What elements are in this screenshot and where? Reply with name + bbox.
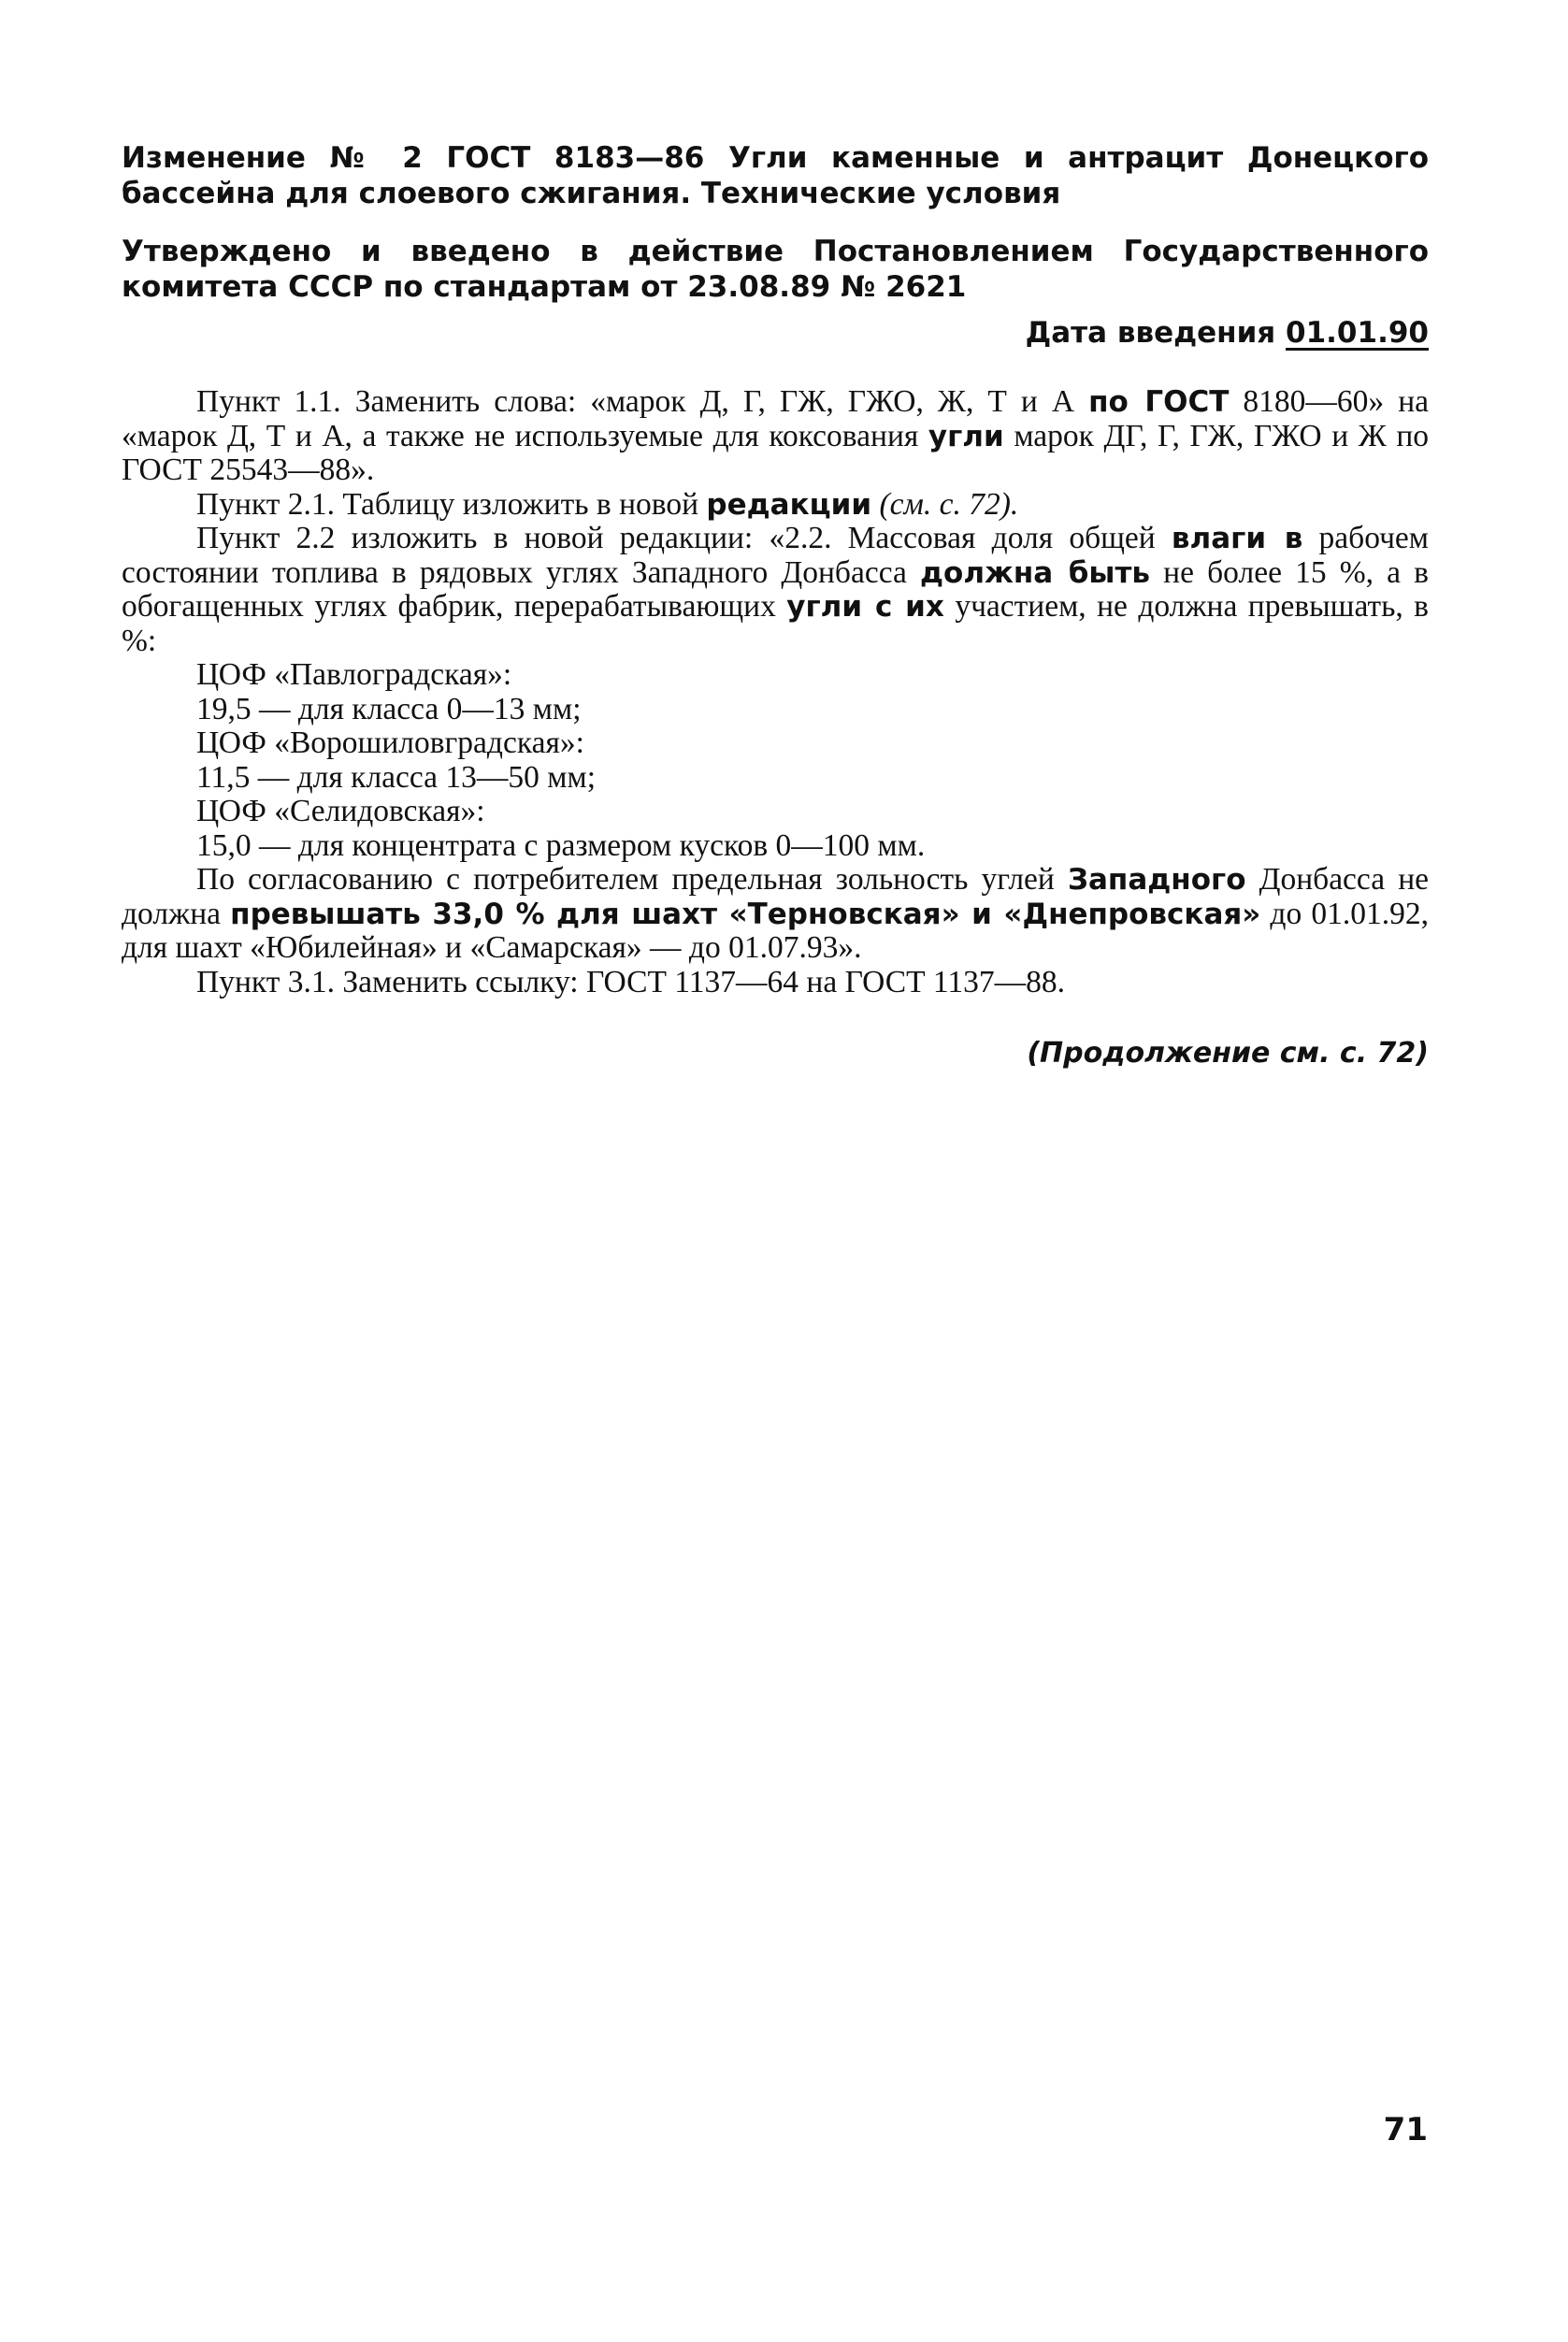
moisture-line: 15,0 — для концентрата с размером кусков 0—100 мм. — [196, 827, 926, 863]
paragraph-item-2-1 — [122, 488, 1429, 523]
continuation-note: (Продолжение см. с. 72) — [1027, 1037, 1429, 1070]
paragraph-item-3-1: Пункт 3.1. Заменить ссылку: ГОСТ 1137—64 на ГОСТ 1137—88. — [196, 964, 1066, 999]
text-run-bold: Западного — [1067, 863, 1246, 897]
plant-line: ЦОФ «Павлоградская»: — [196, 657, 512, 692]
text-run-bold: должна быть — [919, 555, 1151, 590]
moisture-line: 19,5 — для класса 0—13 мм; — [196, 691, 582, 726]
text-run-bold: превышать 33,0 % для шахт «Терновская» и «Днепровская» — [230, 897, 1261, 931]
paragraph-item-1-1 — [122, 385, 1429, 488]
text-run: По согласованию с потребителем предельная зольность углей — [196, 862, 1068, 897]
text-run-bold: угли — [928, 419, 1004, 453]
amendment-body — [122, 385, 1429, 999]
approval-statement: Утверждено и введено в действие Постановлением Государственного комитета СССР по стандартам от 23.08.89 № 2621 — [122, 235, 1429, 304]
amendment-title: Изменение № 2 ГОСТ 8183—86 Угли каменные и антрацит Донецкого бассейна для слоевого сжигания. Технические условия — [122, 141, 1429, 210]
paragraph-ash-content — [122, 863, 1429, 966]
text-run: участием, не должна превышать, в %: — [122, 589, 1429, 658]
document-page — [122, 140, 1429, 1072]
moisture-line: 11,5 — для класса 13—50 мм; — [196, 759, 597, 795]
effective-date-line — [122, 314, 1429, 352]
plant-line: ЦОФ «Ворошиловградская»: — [196, 726, 584, 760]
text-run: до 01.01.92, для шахт «Юбилейная» и «Самарская» — до 01.07.93». — [122, 896, 1429, 965]
text-run-bold: по ГОСТ — [1088, 385, 1230, 419]
text-run-bold: редакции — [706, 487, 872, 522]
text-run: Пункт 2.2 изложить в новой редакции: «2.2. Массовая доля общей — [196, 521, 1172, 555]
plant-line: ЦОФ «Селидовская»: — [196, 794, 485, 828]
effective-date: 01.01.90 — [1286, 316, 1429, 350]
text-run: рабочем состоянии топлива в рядовых углях Западного Донбасса — [122, 521, 1429, 590]
paragraph-item-2-2 — [122, 522, 1429, 658]
effective-date-label: Дата введения — [1025, 316, 1276, 350]
page-number: 71 — [1383, 2111, 1428, 2148]
text-run-bold: влаги в — [1171, 522, 1303, 555]
text-run: Пункт 2.1. Таблицу изложить в новой — [196, 486, 707, 522]
text-run-italic: (см. с. 72). — [879, 486, 1019, 522]
text-run: не более 15 %, а в обогащенных углях фабрик, перерабатывающих — [122, 554, 1429, 624]
text-run: марок ДГ, Г, ГЖ, ГЖО и Ж по ГОСТ 25543—88». — [122, 418, 1429, 487]
text-run-bold: угли с их — [786, 590, 944, 624]
text-run: Донбасса не должна — [122, 862, 1429, 931]
text-run: 8180—60» на «марок Д, Т и А, а также не используемые для коксования — [122, 384, 1430, 453]
text-run: Пункт 1.1. Заменить слова: «марок Д, Г, ГЖ, ГЖО, Ж, Т и А — [196, 384, 1089, 419]
